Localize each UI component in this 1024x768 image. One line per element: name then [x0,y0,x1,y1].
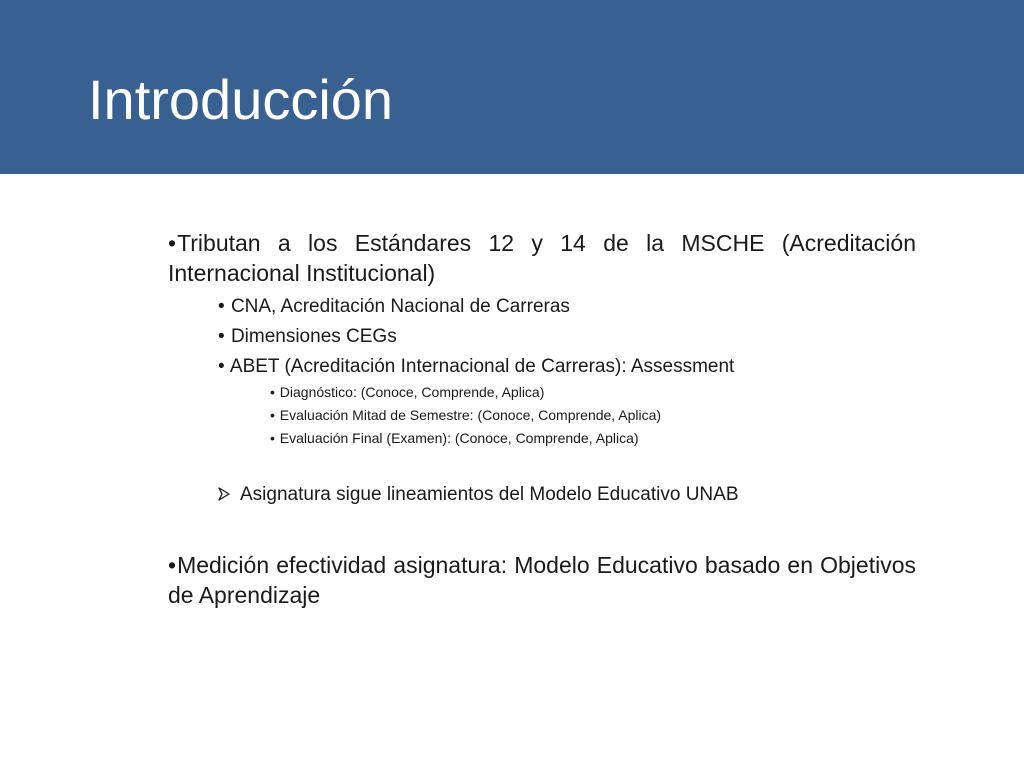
bullet-glyph: • [218,326,225,347]
bullet-glyph: • [270,407,275,423]
sub-bullet-item [218,295,918,319]
sub-bullet-text: CNA, Acreditación Nacional de Carreras [230,296,570,317]
sub-sub-bullet-item [270,405,930,425]
arrow-bullet-text: Asignatura sigue lineamientos del Modelo Educativo UNAB [240,484,739,505]
slide-title: Introducción [88,68,394,131]
sub-sub-bullet-item [270,382,930,402]
arrow-bullet-item [218,482,918,508]
sub-bullet-item [218,355,918,379]
bullet-glyph: • [218,356,225,377]
sub-sub-bullet-text: Evaluación Final (Examen): (Conoce, Comprende, Aplica) [279,430,639,446]
bullet-glyph: • [168,230,177,256]
sub-sub-bullet-item [270,428,930,448]
sub-sub-bullet-text: Diagnóstico: (Conoce, Comprende, Aplica) [279,384,545,400]
sub-bullet-item [218,325,918,349]
sub-bullet-text: Dimensiones CEGs [230,326,397,347]
bullet-item [168,228,916,288]
bullet-text: Medición efectividad asignatura: Modelo Educativo basado en Objetivos de Aprendizaje [168,552,916,608]
sub-sub-bullet-text: Evaluación Mitad de Semestre: (Conoce, Comprende, Aplica) [279,407,662,423]
bullet-glyph: • [270,384,275,400]
arrow-bullet-icon [218,487,230,501]
bullet-glyph: • [168,552,177,578]
sub-bullet-text: ABET (Acreditación Internacional de Carreras): Assessment [229,356,735,377]
bullet-glyph: • [218,296,225,317]
bullet-text: Tributan a los Estándares 12 y 14 de la MSCHE (Acreditación Internacional Institucional) [168,230,916,286]
bullet-glyph: • [270,430,275,446]
bullet-item [168,550,916,610]
